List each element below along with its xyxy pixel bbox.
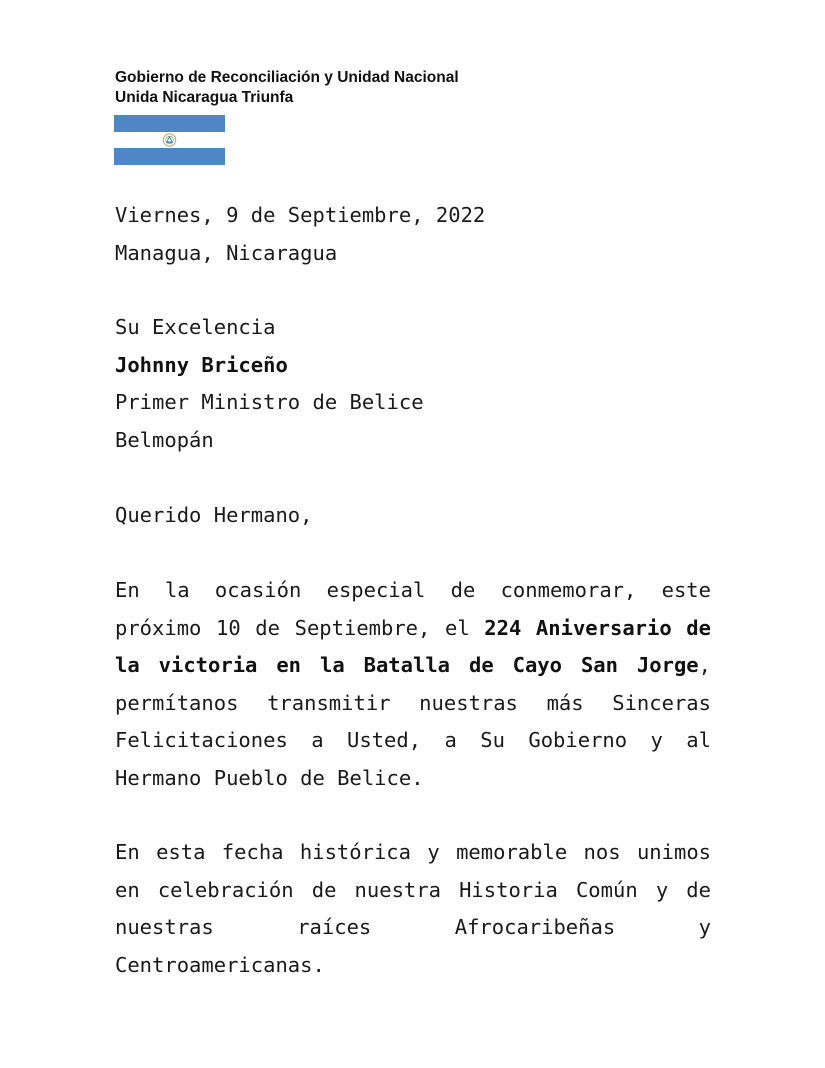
letterhead-government-name: Gobierno de Reconciliación y Unidad Nacional (115, 69, 459, 86)
paragraph1-text-end: , permítanos transmitir nuestras más Sinceras Felicitaciones a Usted, a Su Gobierno y al Hermano Pueblo de Belice. (115, 653, 711, 790)
recipient-honorific: Su Excelencia (115, 315, 276, 339)
recipient-block (115, 309, 711, 459)
recipient-city: Belmopán (115, 427, 214, 452)
paragraph1-anniversary-bold: 224 Aniversario de la victoria en la Batalla de Cayo San Jorge (115, 615, 711, 677)
paragraph-celebration: En esta fecha histórica y memorable nos unimos en celebración de nuestra Historia Común y de nuestras raíces Afrocaribeñas y Centroamericanas. (115, 840, 711, 977)
letter-place: Managua, Nicaragua (115, 240, 338, 265)
letter-date: Viernes, 9 de Septiembre, 2022 (115, 203, 486, 227)
recipient-name: Johnny Briceño (115, 352, 288, 377)
salutation: Querido Hermano, (115, 503, 313, 527)
letterhead-slogan: Unida Nicaragua Triunfa (115, 88, 294, 106)
letterhead (115, 68, 459, 107)
date-place-block (115, 197, 711, 272)
recipient-title: Primer Ministro de Belice (115, 390, 424, 414)
paragraph1-text-start: En la ocasión especial de conmemorar, este próximo 10 de Septiembre, el (115, 578, 711, 640)
paragraph-congratulations (115, 572, 711, 797)
nicaragua-flag-icon (114, 115, 225, 165)
